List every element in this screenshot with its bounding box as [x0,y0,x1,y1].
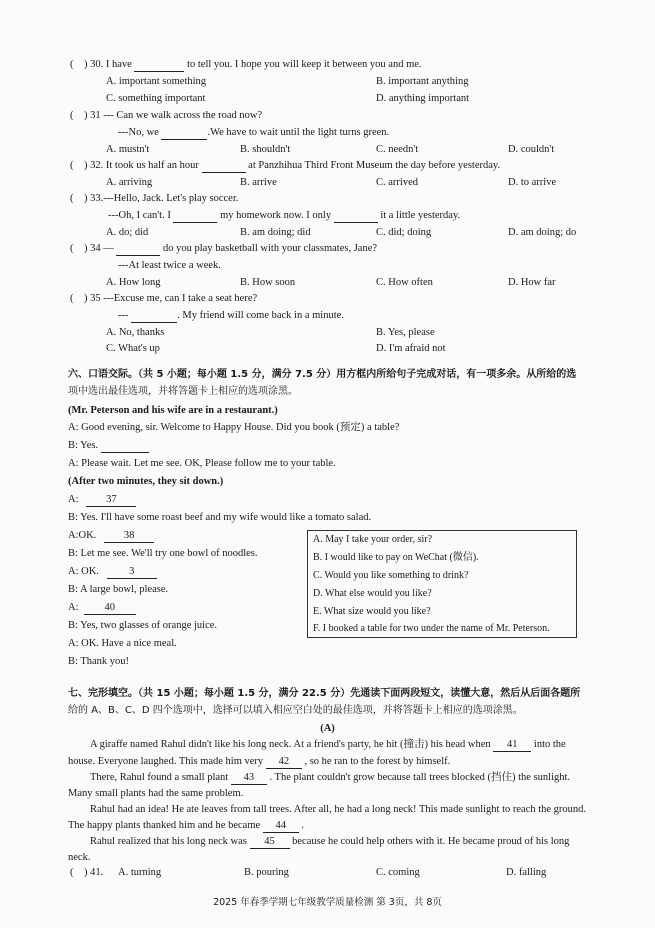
scene-note: (After two minutes, they sit down.) [68,476,224,487]
passage-line: Many small plants had the same problem. [68,788,244,799]
dialogue-line: B: Yes. [68,439,149,453]
option-d: D. falling [506,867,547,878]
dialogue-line: A: OK. Have a nice meal. [68,638,177,649]
dialogue-line: A: Good evening, sir. Welcome to Happy House. Did you book (预定) a table? [68,422,400,433]
option-d: D. anything important [376,93,470,104]
option-d: D. to arrive [508,177,557,188]
question-32: ( ) 32. It took us half an hour at Panzhihua Third Front Museum the day before yesterday. [70,159,500,173]
box-option-e: E. What size would you like? [313,606,431,617]
question-30: ( ) 30. I have to tell you. I hope you will keep it between you and me. [70,58,422,72]
option-a: A. do; did [106,227,149,238]
option-b: B. arrive [240,177,277,188]
scene-note: (Mr. Peterson and his wife are in a restaurant.) [68,405,278,416]
option-c: C. What's up [106,343,160,354]
question-35-reply: --- . My friend will come back in a minute. [118,309,344,323]
passage-line: Rahul had an idea! He ate leaves from tall trees. After all, he had a long neck! This made sunlight to reach the ground. [90,804,587,815]
passage-line: neck. [68,852,91,863]
box-option-c: C. Would you like something to drink? [313,570,469,581]
question-31-reply: ---No, we .We have to wait until the light turns green. [118,126,389,140]
dialogue-line: B: Yes, two glasses of orange juice. [68,620,218,631]
dialogue-line: B: A large bowl, please. [68,584,169,595]
passage-line: Rahul realized that his long neck was 45 because he could help others with it. He became proud of his long [90,835,569,849]
option-b: B. am doing; did [240,227,311,238]
option-a: A. mustn't [106,144,150,155]
option-a: A. arriving [106,177,153,188]
passage-line: A giraffe named Rahul didn't like his long neck. At a friend's party, he hit (撞击) his head when 41 into the [90,738,566,752]
dialogue-line: B: Let me see. We'll try one bowl of noodles. [68,548,258,559]
box-option-f: F. I booked a table for two under the name of Mr. Peterson. [313,623,550,634]
section-6-heading: 六、口语交际。（共 5 小题；每小题 1.5 分，满分 7.5 分）用方框内所给句子完成对话，有一项多余。从所给的选 [68,369,577,380]
question-34-reply: ---At least twice a week. [118,260,221,271]
option-b: B. shouldn't [240,144,291,155]
dialogue-line: A: Please wait. Let me see. OK, Please follow me to your table. [68,458,336,469]
options-box [307,530,577,638]
dialogue-line: A: 40 [68,601,136,615]
question-33: ( ) 33.---Hello, Jack. Let's play soccer. [70,193,239,204]
passage-label: (A) [320,723,335,734]
option-c: C. coming [376,867,420,878]
dialogue-line: B: Yes. I'll have some roast beef and my wife would like a tomato salad. [68,512,372,523]
page-footer: 2025 年春季学期七年级教学质量检测 第 3页，共 8页 [213,897,442,908]
option-c: C. something important [106,93,206,104]
section-7-heading-cont: 给的 A、B、C、D 四个选项中，选择可以填入相应空白处的最佳选项，并将答题卡上相应的选项涂黑。 [68,705,523,716]
option-b: B. pouring [244,867,289,878]
option-c: C. arrived [376,177,418,188]
dialogue-line: A: 37 [68,493,136,507]
option-a: A. How long [106,277,161,288]
option-b: B. How soon [240,277,296,288]
box-option-b: B. I would like to pay on WeChat (微信). [313,552,479,563]
passage-line: There, Rahul found a small plant 43 . The plant couldn't grow because tall trees blocked (挡住) the sunlight. [90,771,570,785]
question-33-reply: ---Oh, I can't. I my homework now. I only it a little yesterday. [108,209,460,223]
option-c: C. did; doing [376,227,432,238]
question-35: ( ) 35 ---Excuse me, can I take a seat here? [70,293,258,304]
section-6-heading-cont: 项中选出最佳选项，并将答题卡上相应的选项涂黑。 [68,386,298,397]
section-7-heading: 七、完形填空。（共 15 小题；每小题 1.5 分，满分 22.5 分）先通读下面两段短文，读懂大意，然后从后面各题所 [68,688,581,699]
option-b: B. Yes, please [376,327,435,338]
dialogue-line: B: Thank you! [68,656,130,667]
box-option-a: A. May I take your order, sir? [313,534,433,545]
option-b: B. important anything [376,76,469,87]
dialogue-line: A:OK. 38 [68,529,154,543]
option-d: D. am doing; do [508,227,577,238]
passage-line: The happy plants thanked him and he became 44 . [68,819,304,833]
box-option-d: D. What else would you like? [313,588,432,599]
option-a: A. No, thanks [106,327,165,338]
question-34: ( ) 34 — do you play basketball with your classmates, Jane? [70,242,377,256]
option-d: D. How far [508,277,556,288]
dialogue-line: A: OK. 3 [68,565,157,579]
option-d: D. couldn't [508,144,555,155]
option-c: C. needn't [376,144,419,155]
option-c: C. How often [376,277,433,288]
option-a: A. turning [118,867,162,878]
question-41: ( ) 41. [70,867,104,878]
passage-line: house. Everyone laughed. This made him very 42 , so he ran to the forest by himself. [68,755,450,769]
option-a: A. important something [106,76,207,87]
question-31: ( ) 31 --- Can we walk across the road now? [70,110,263,121]
option-d: D. I'm afraid not [376,343,446,354]
